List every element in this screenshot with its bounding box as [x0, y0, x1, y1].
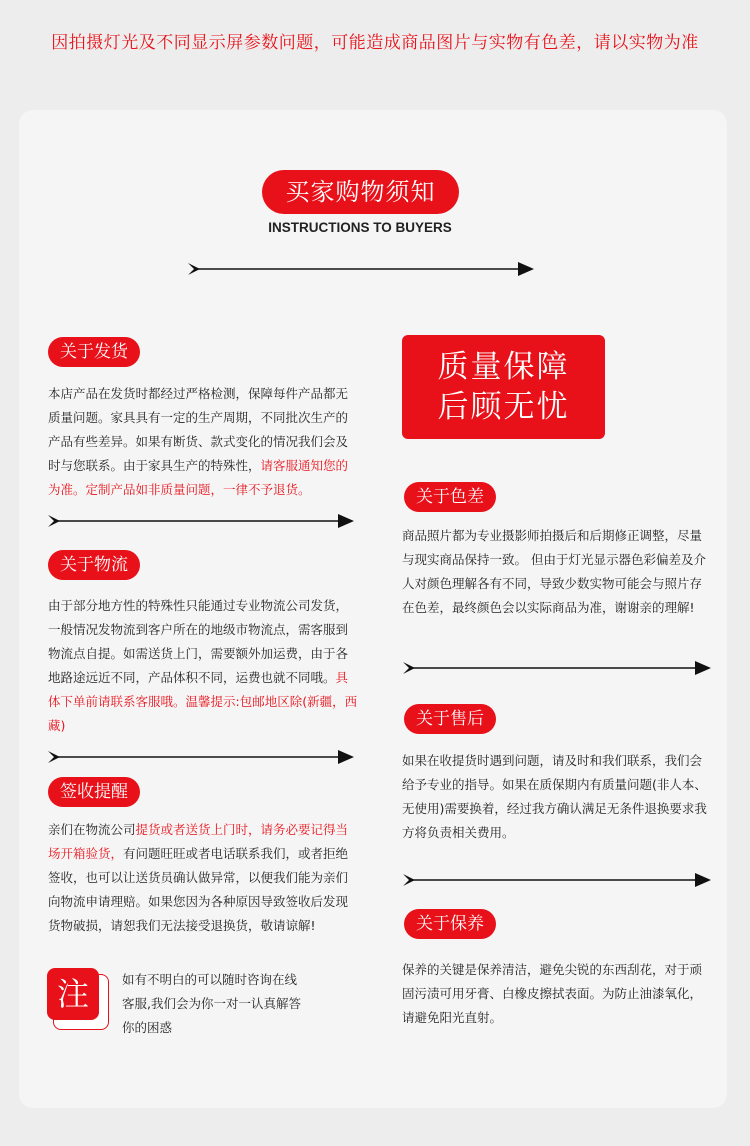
page-title: 买家购物须知 — [262, 170, 459, 214]
section-title-maintenance: 关于保养 — [404, 909, 496, 939]
section-title-shipping: 关于发货 — [48, 337, 140, 367]
maintenance-text: 保养的关键是保养清洁，避免尖锐的东西刮花，对于顽固污渍可用牙膏、白橡皮擦拭表面。为防止油漆氧化，请避免阳光直射。 — [402, 962, 703, 1025]
page-subtitle: INSTRUCTIONS TO BUYERS — [268, 220, 452, 235]
arrow-divider-icon — [403, 661, 713, 675]
after-sale-text: 如果在收提货时遇到问题，请及时和我们联系，我们会给予专业的指导。如果在质保期内有质量问题(非人本、无使用)需要换着，经过我方确认满足无条件退换要求我方将负责相关费用。 — [402, 753, 707, 840]
section-title-color-difference: 关于色差 — [404, 482, 496, 512]
receipt-text: 亲们在物流公司提货或者送货上门时，请务必要记得当场开箱验货，有问题旺旺或者电话联系我们，或者拒绝签收，也可以让送货员确认做异常，以便我们能为亲们向物流申请理赔。如果您因为各种原因导致签收后发现货物破损，请恕我们无法接受退换货，敬请谅解! — [48, 822, 349, 933]
color-difference-notice: 因拍摄灯光及不同显示屏参数问题，可能造成商品图片与实物有色差，请以实物为准 — [51, 33, 699, 53]
color-difference-text: 商品照片都为专业摄影师拍摄后和后期修正调整，尽量与现实商品保持一致。 但由于灯光显示器色彩偏差及介人对颜色理解各有不同，导致少数实物可能会与照片存在色差，最终颜色会以实际商品为准，谢谢亲的理解! — [402, 528, 706, 615]
quality-guarantee-banner: 质量保障 后顾无忧 — [402, 335, 605, 439]
note-icon: 注 — [47, 968, 109, 1030]
section-title-after-sale: 关于售后 — [404, 704, 496, 734]
arrow-divider-icon — [188, 262, 536, 276]
arrow-divider-icon — [403, 873, 713, 887]
section-title-logistics: 关于物流 — [48, 550, 140, 580]
arrow-divider-icon — [48, 750, 356, 764]
note-text: 如有不明白的可以随时咨询在线客服,我们会为你一对一认真解答你的困惑 — [122, 972, 301, 1035]
section-title-receipt: 签收提醒 — [48, 777, 140, 807]
arrow-divider-icon — [48, 514, 356, 528]
shipping-text: 本店产品在发货时都经过严格检测，保障每件产品都无质量问题。家具具有一定的生产周期，不同批次生产的产品有些差异。如果有断货、款式变化的情况我们会及时与您联系。由于家具生产的特殊性，请客服通知您的为准。定制产品如非质量问题，一律不予退货。 — [48, 386, 349, 497]
logistics-text: 由于部分地方性的特殊性只能通过专业物流公司发货，一般情况发物流到客户所在的地级市物流点，需客服到物流点自提。如需送货上门，需要额外加运费，由于各地路途远近不同，产品体积不同，运费也就不同哦。具体下单前请联系客服哦。温馨提示:包邮地区除(新疆，西藏) — [48, 598, 358, 733]
